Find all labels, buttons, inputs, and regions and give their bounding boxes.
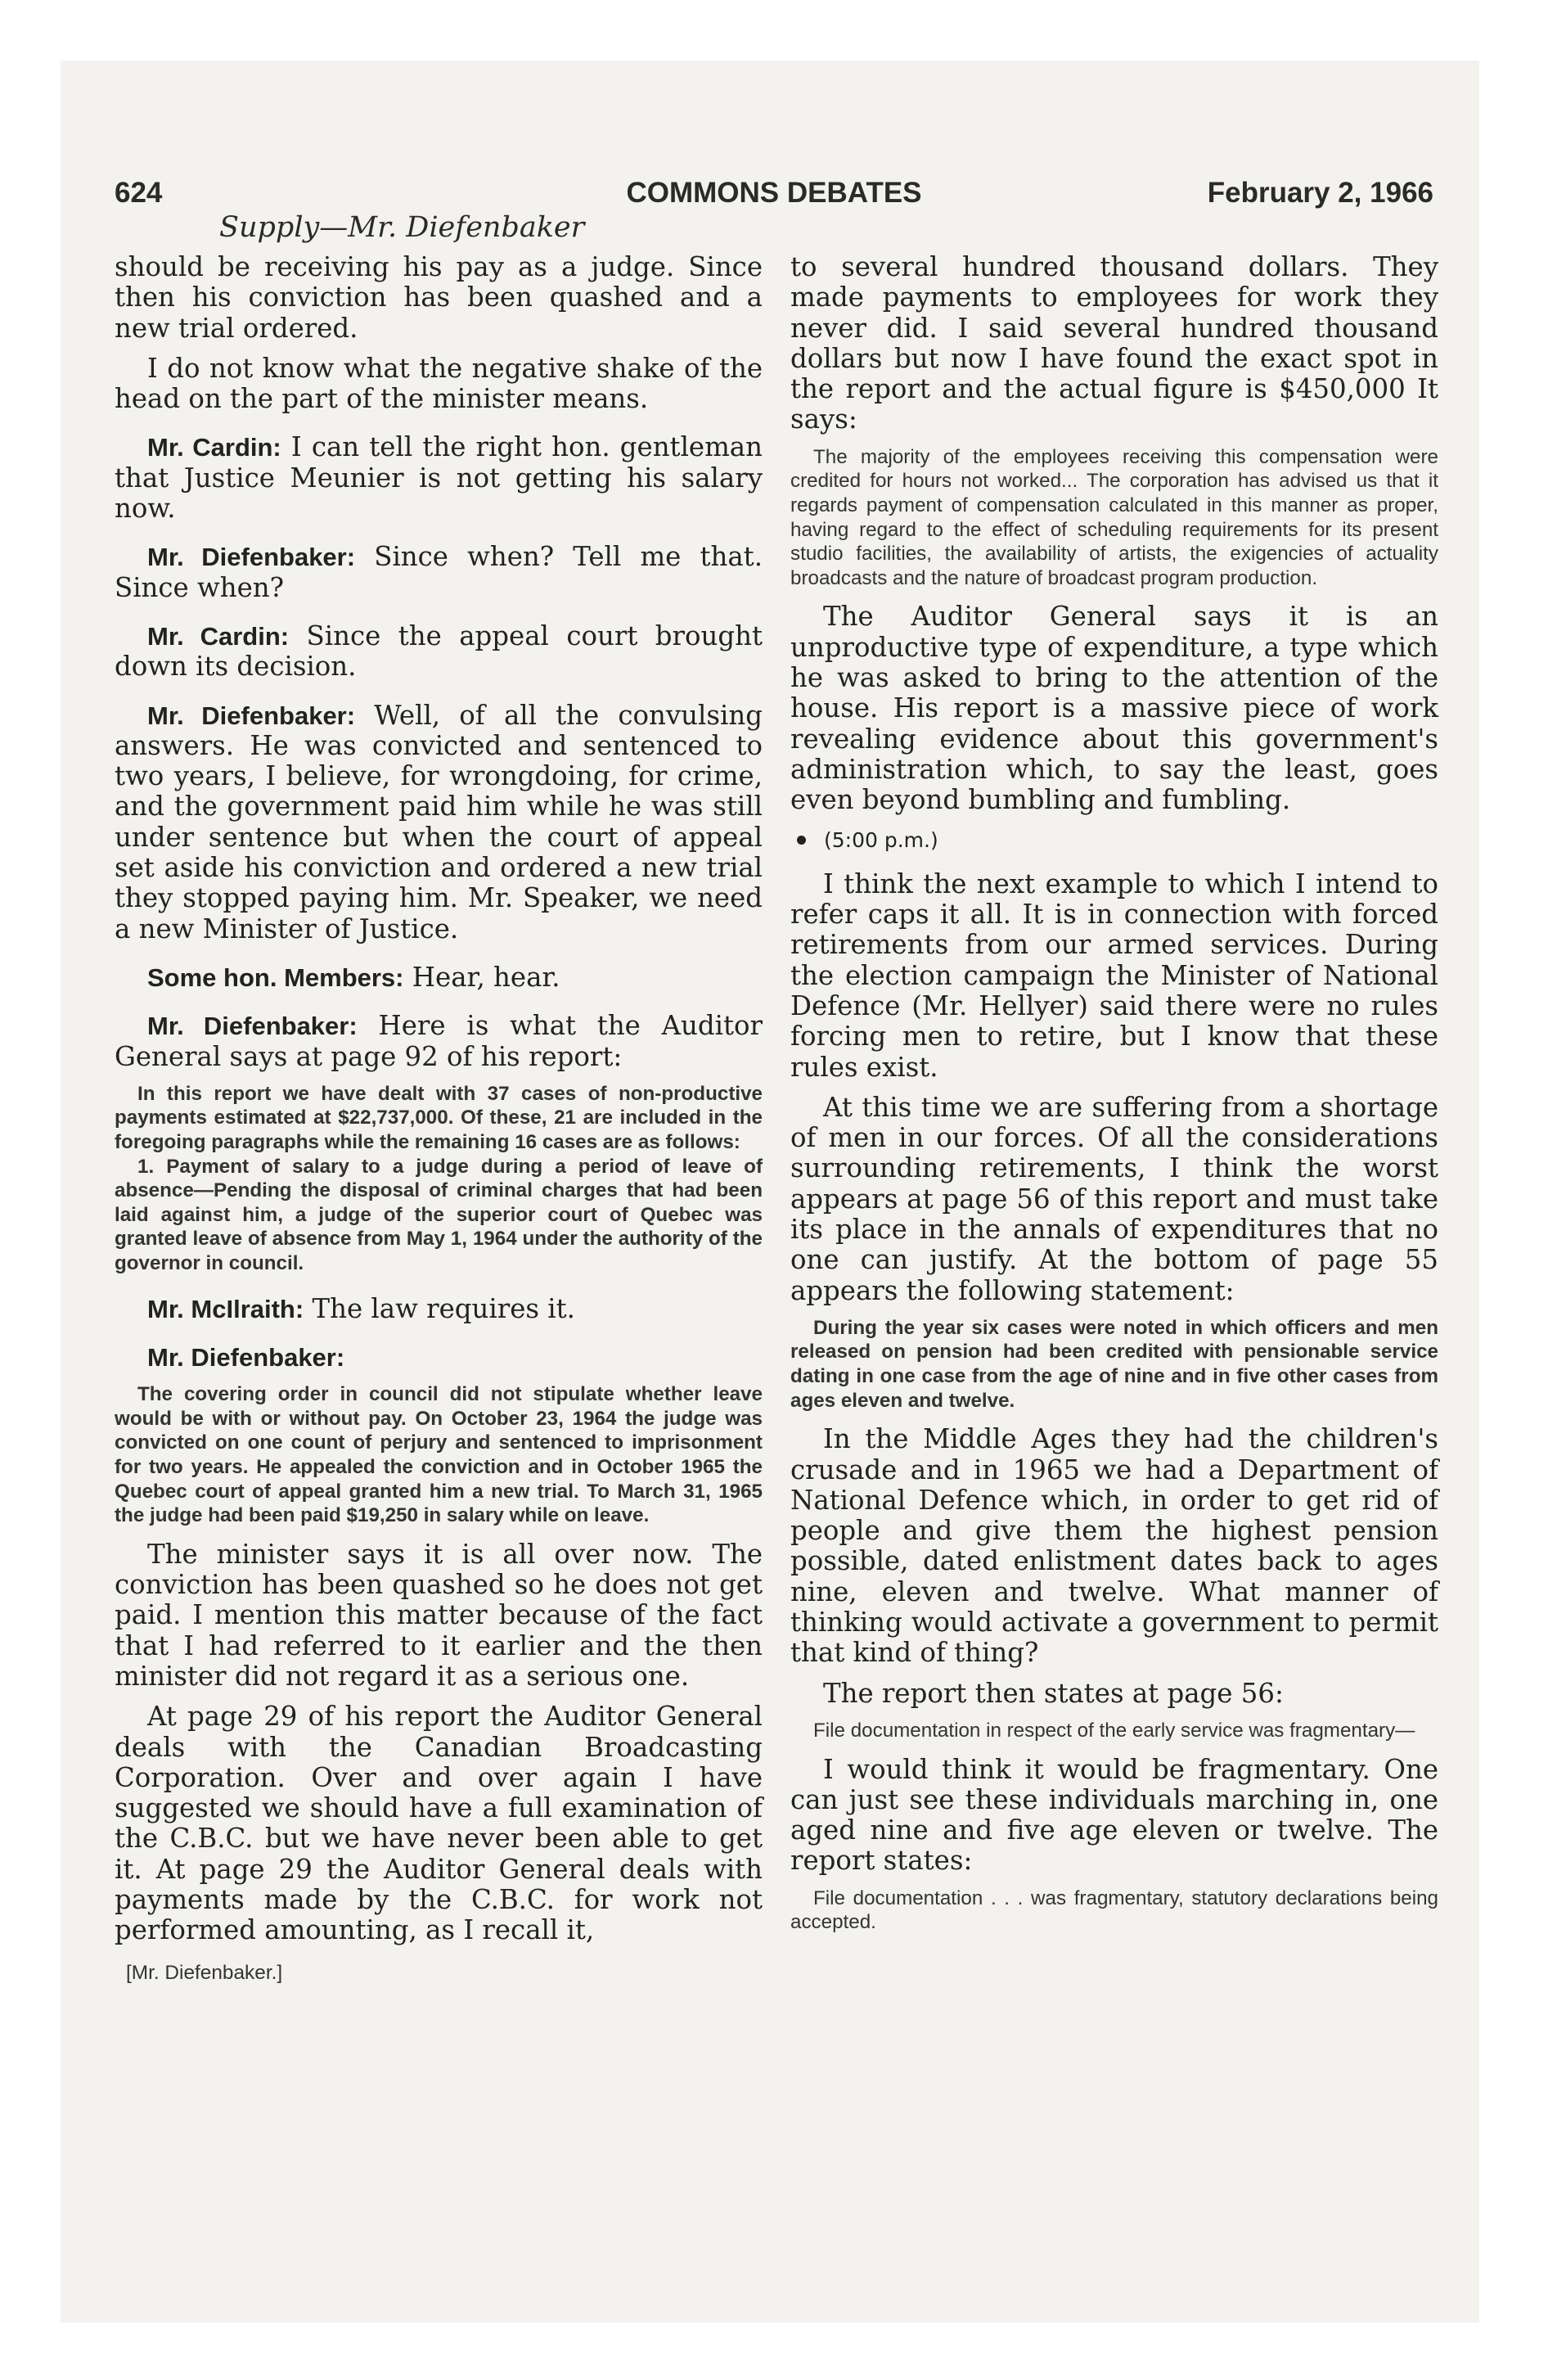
report-quote bbox=[790, 1886, 1438, 1935]
paragraph: should be receiving his pay as a judge. Since then his conviction has been quashed and a new trial ordered. bbox=[115, 251, 763, 344]
report-quote bbox=[790, 1719, 1438, 1743]
speech-text: Hear, hear. bbox=[403, 961, 560, 993]
speech-text: Since when? Tell me that. Since when? bbox=[115, 541, 763, 603]
running-subhead: Supply—Mr. Diefenbaker bbox=[219, 211, 585, 244]
speaker-name: Some hon. Members: bbox=[147, 962, 404, 992]
paragraph: I would think it would be fragmentary. One can just see these individuals marching in, one aged nine and five age eleven or twelve. The report states: bbox=[790, 1753, 1438, 1877]
paragraph: The Auditor General says it is an unproductive type of expenditure, a type which he was asked to bring to the attention of the house. His report is a massive piece of work revealing evidence about this government's administration which, to say the least, goes even beyond bumbling and fumbling. bbox=[790, 601, 1438, 816]
time-stamp bbox=[790, 825, 1438, 855]
speech-cardin bbox=[115, 621, 763, 683]
report-quote bbox=[115, 1082, 763, 1276]
speaker-name: Mr. Diefenbaker: bbox=[147, 1342, 345, 1372]
speech-cardin bbox=[115, 432, 763, 524]
quote-text: The majority of the employees receiving this compensation were credited for hours not worked... The corporation has advised us that it regards payment of compensation calculated in this manner as proper, having regard to the effect of scheduling requirements for its present studio facilities, the availability of artists, the exigencies of actuality broadcasts and the nature of broadcast program production. bbox=[790, 445, 1438, 589]
left-column bbox=[115, 252, 763, 1988]
time-text: (5:00 p.m.) bbox=[824, 828, 938, 853]
speaker-footer-tag: [Mr. Diefenbaker.] bbox=[126, 1961, 283, 1984]
paragraph: The minister says it is all over now. The conviction has been quashed so he does not get paid. I mention this matter because of the fact that I had referred to it earlier and the then minister did not regard it as a serious one. bbox=[115, 1538, 763, 1692]
report-quote bbox=[790, 1316, 1438, 1413]
speech-diefenbaker bbox=[115, 701, 763, 944]
speech-diefenbaker bbox=[115, 1342, 763, 1373]
quote-text: File documentation in respect of the early service was fragmentary— bbox=[813, 1719, 1415, 1742]
speech-members bbox=[115, 962, 763, 993]
speech-text: Since the appeal court brought down its decision. bbox=[115, 620, 763, 683]
paragraph: I think the next example to which I intend to refer caps it all. It is in connection with forced retirements from our armed services. During the election campaign the Minister of National Defence (Mr. Hellyer) said there were no rules forcing men to retire, but I know that these rules exist. bbox=[790, 868, 1438, 1083]
speaker-name: Mr. Diefenbaker: bbox=[147, 1012, 358, 1041]
speaker-name: Mr. Diefenbaker: bbox=[147, 701, 356, 730]
right-column bbox=[790, 252, 1438, 1946]
speech-diefenbaker bbox=[115, 1011, 763, 1072]
quote-text: The covering order in council did not stipulate whether leave would be with or without pay. On October 23, 1964 the judge was convicted on one count of perjury and sentenced to imprisonment for two years. He appealed the conviction and in October 1965 the Quebec court of appeal granted him a new trial. To March 31, 1965 the judge had been paid $19,250 in salary while on leave. bbox=[115, 1383, 763, 1527]
paragraph: At this time we are suffering from a shortage of men in our forces. Of all the considerations surrounding retirements, I think the worst appears at page 56 of this report and must take its place in the annals of expenditures that no one can justify. At the bottom of page 55 appears the following statement: bbox=[790, 1091, 1438, 1306]
speech-text: The law requires it. bbox=[304, 1292, 575, 1324]
paragraph: At page 29 of his report the Auditor General deals with the Canadian Broadcasting Corporation. Over and over again I have suggested we should have a full examination of the C.B.C. but we have never been able to get it. At page 29 the Auditor General deals with payments made by the C.B.C. for work not performed amounting, as I recall it, bbox=[115, 1701, 763, 1946]
page-number: 624 bbox=[115, 177, 163, 209]
publication-date: February 2, 1966 bbox=[1207, 177, 1433, 209]
report-quote bbox=[790, 445, 1438, 591]
speaker-name: Mr. McIlraith: bbox=[147, 1294, 304, 1323]
paragraph: I do not know what the negative shake of the head on the part of the minister means. bbox=[115, 352, 763, 415]
publication-title: COMMONS DEBATES bbox=[626, 177, 922, 209]
speech-text: Here is what the Auditor General says at page 92 of his report: bbox=[115, 1010, 763, 1072]
speaker-name: Mr. Cardin: bbox=[147, 433, 281, 462]
speech-text: I can tell the right hon. gentleman that Justice Meunier is not getting his salary now. bbox=[115, 431, 763, 525]
quote-text: In this report we have dealt with 37 cases of non-productive payments estimated at $22,737,000. Of these, 21 are included in the foregoing paragraphs while the remaining 16 cases are as follows: bbox=[115, 1082, 763, 1154]
speech-diefenbaker bbox=[115, 542, 763, 603]
speech-text: Well, of all the convulsing answers. He was convicted and sentenced to two years, I believe, for wrongdoing, for crime, and the government paid him while he was still under sentence but when the court of appeal set aside his conviction and ordered a new trial they stopped paying him. Mr. Speaker, we need a new Minister of Justice. bbox=[115, 699, 763, 944]
speaker-name: Mr. Cardin: bbox=[147, 621, 290, 651]
bullet-icon bbox=[797, 836, 806, 845]
quote-text: File documentation . . . was fragmentary, statutory declarations being accepted. bbox=[790, 1886, 1438, 1934]
report-quote bbox=[115, 1382, 763, 1528]
paragraph: In the Middle Ages they had the children's crusade and in 1965 we had a Department of National Defence which, in order to get rid of people and give them the highest pension possible, dated enlistment dates back to ages nine, eleven and twelve. What manner of thinking would activate a government to permit that kind of thing? bbox=[790, 1423, 1438, 1669]
paragraph: The report then states at page 56: bbox=[823, 1677, 1284, 1709]
speaker-name: Mr. Diefenbaker: bbox=[147, 543, 356, 572]
speech-mcilraith bbox=[115, 1294, 763, 1324]
quote-text: During the year six cases were noted in which officers and men released on pension had been credited with pensionable service dating in one case from the age of nine and in five other cases from ages eleven and twelve. bbox=[790, 1316, 1438, 1412]
paragraph: to several hundred thousand dollars. They made payments to employees for work they never did. I said several hundred thousand dollars but now I have found the exact spot in the report and the actual figure is $450,000 It says: bbox=[790, 251, 1438, 435]
quote-text: 1. Payment of salary to a judge during a period of leave of absence—Pending the disposal of criminal charges that had been laid against him, a judge of the superior court of Quebec was granted leave of absence from May 1, 1964 under the authority of the governor in council. bbox=[115, 1155, 763, 1274]
